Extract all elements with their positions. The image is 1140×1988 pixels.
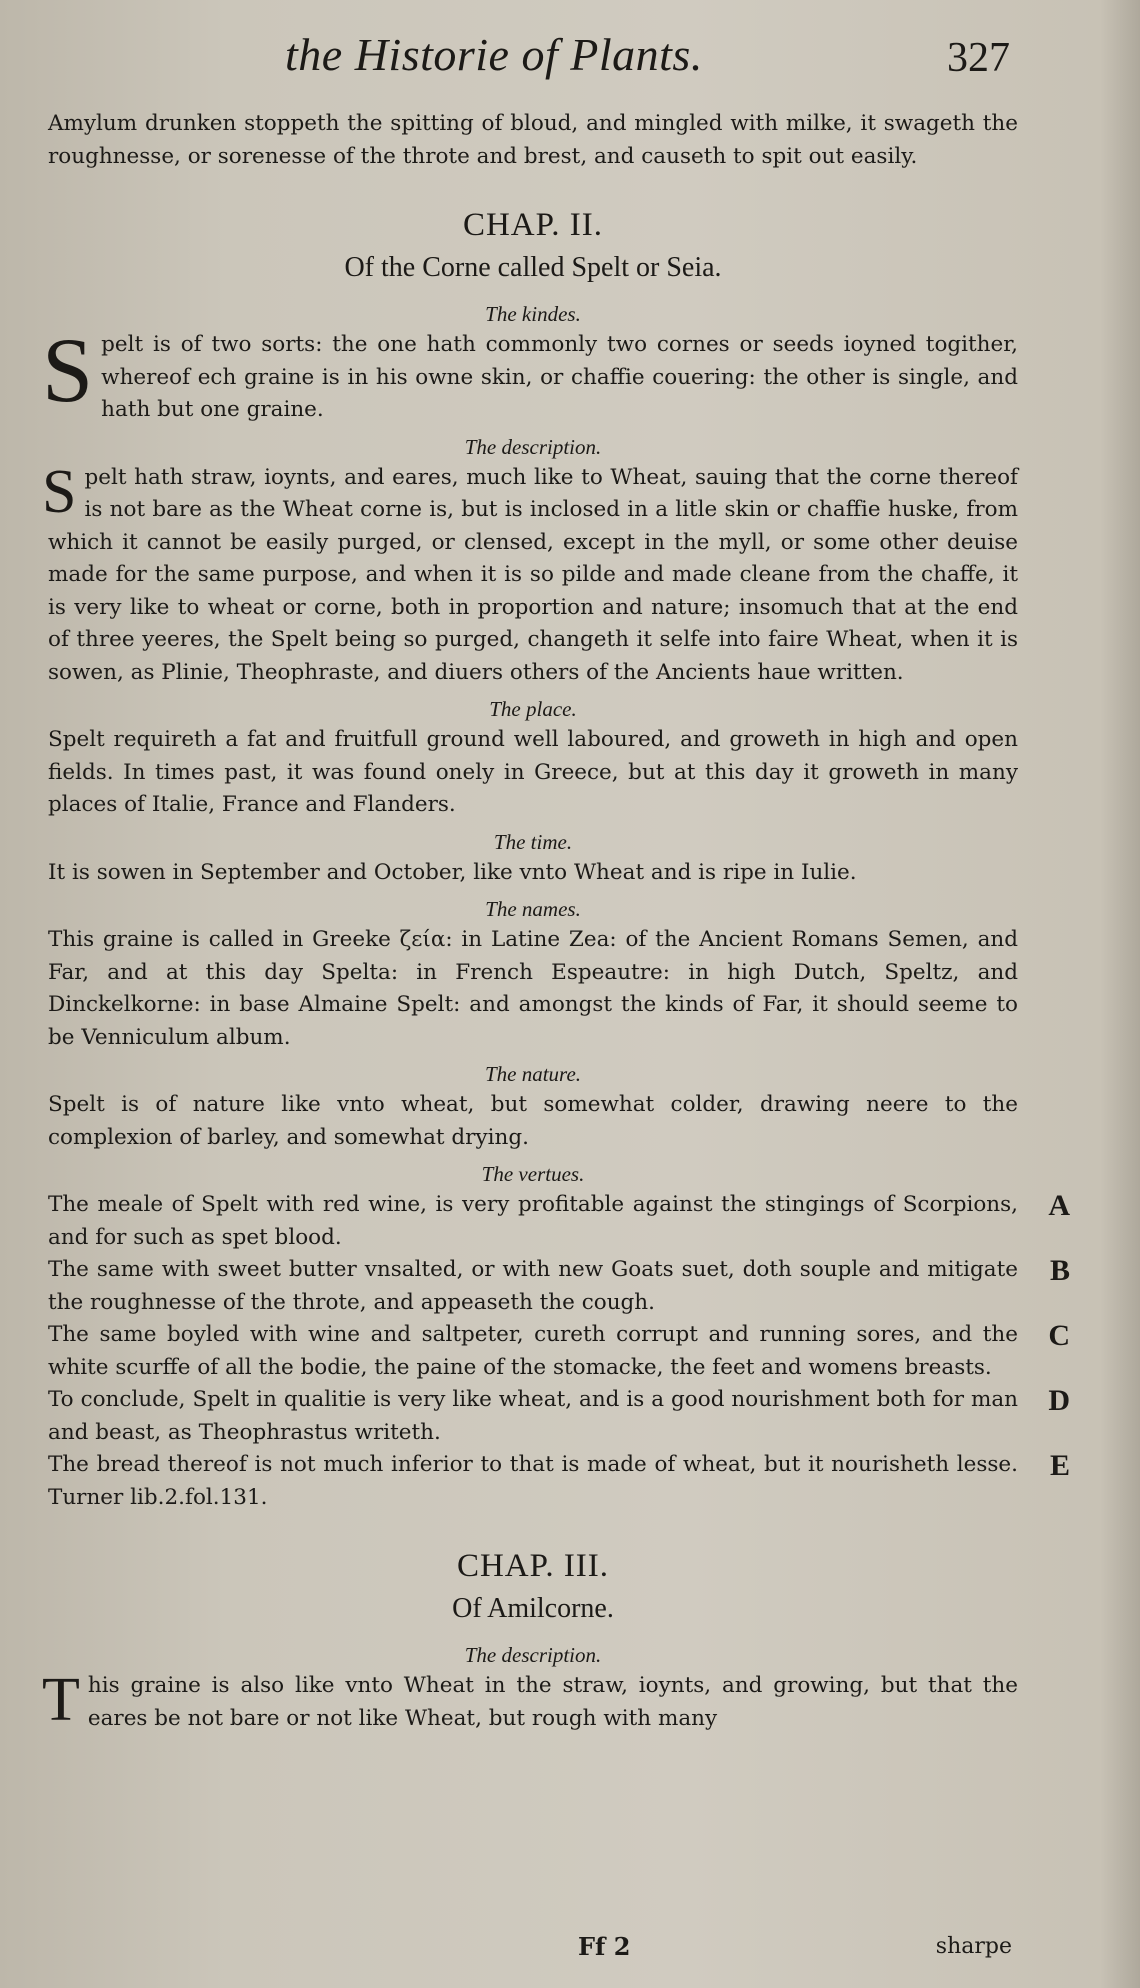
section-place-heading: The place. bbox=[489, 697, 577, 721]
vertue-text: To conclude, Spelt in qualitie is very like wheat, and is a good nourishment both for man and beast, as Theophrastus writeth. bbox=[48, 1387, 1018, 1445]
chapter-3-description-heading: The description. bbox=[464, 1643, 602, 1667]
vertue-item bbox=[48, 1449, 1070, 1514]
margin-letter: C bbox=[1048, 1319, 1070, 1352]
page-edge-shadow bbox=[1100, 0, 1140, 1988]
dropcap-chapter-3: T bbox=[42, 1666, 80, 1734]
section-kindes-heading: The kindes. bbox=[485, 302, 581, 326]
time-text: It is sowen in September and October, like vnto Wheat and is ripe in Iulie. bbox=[48, 859, 857, 885]
dropcap-kindes: S bbox=[42, 319, 94, 421]
vertue-item bbox=[48, 1254, 1070, 1319]
vertue-item bbox=[48, 1319, 1070, 1384]
chapter-3-title: Of Amilcorne. bbox=[452, 1593, 614, 1624]
catchword: sharpe bbox=[935, 1934, 1012, 1959]
running-title: the Historie of Plants. bbox=[285, 29, 703, 80]
page-number: 327 bbox=[947, 35, 1010, 81]
page-body bbox=[42, 108, 1070, 1735]
vertue-item bbox=[48, 1189, 1070, 1254]
dropcap-description: S bbox=[42, 457, 77, 526]
signature-mark: Ff 2 bbox=[578, 1932, 631, 1961]
section-names-heading: The names. bbox=[485, 897, 581, 921]
margin-letter: E bbox=[1049, 1449, 1070, 1482]
vertue-text: The same with sweet butter vnsalted, or with new Goats suet, doth souple and mitigate the roughnesse of the throte, and appeaseth the cough. bbox=[48, 1257, 1018, 1315]
names-text: This graine is called in Greeke ζεία: in Latine Zea: of the Ancient Romans Semen, and Far, and at this day Spelta: in French Espeautre: in high Dutch, Speltz, and Dinckelkorne: in base Almaine Spelt: and amongst the kinds of Far, it should seeme to be Venniculum album. bbox=[48, 927, 1018, 1050]
chapter-3-description bbox=[42, 1666, 1018, 1735]
section-kindes bbox=[42, 319, 1018, 427]
vertue-text: The meale of Spelt with red wine, is very profitable against the stingings of Scorpions, and for such as spet blood. bbox=[48, 1192, 1018, 1250]
margin-letter: B bbox=[1049, 1254, 1070, 1287]
vertue-text: The bread thereof is not much inferior to that is made of wheat, but it nourisheth lesse. Turner lib.2.fol.131. bbox=[48, 1452, 1018, 1510]
chapter-3-heading: CHAP. III. bbox=[456, 1548, 610, 1584]
section-description-heading: The description. bbox=[464, 434, 602, 459]
section-time-heading: The time. bbox=[493, 829, 573, 854]
intro-paragraph: Amylum drunken stoppeth the spitting of bloud, and mingled with milke, it swageth the roughnesse, or sorenesse of the throte and brest, and causeth to spit out easily. bbox=[48, 111, 1018, 169]
vertue-item bbox=[48, 1384, 1070, 1449]
kindes-text: pelt is of two sorts: the one hath commonly two cornes or seeds ioyned togither, whereof ech graine is in his owne skin, or chaffie couering: the other is single, and hath but one graine. bbox=[101, 332, 1018, 422]
section-description bbox=[42, 457, 1018, 690]
section-nature-heading: The nature. bbox=[484, 1062, 582, 1086]
description-text: pelt hath straw, ioynts, and eares, much like to Wheat, sauing that the corne thereof is not bare as the Wheat corne is, but is inclosed in a litle skin or chaffie huske, from which it cannot be easily purged, or clensed, except in the myll, or some other deuise made for the same purpose, and when it is so pilde and made cleane from the chaffe, it is very like to wheat or corne, both in proportion and nature; insomuch that at the end of three yeeres, the Spelt being so purged, changeth it selfe into faire Wheat, when it is sowen, as Plinie, Theophraste, and diuers others of the Ancients haue written. bbox=[48, 464, 1018, 685]
place-text: Spelt requireth a fat and fruitfull ground well laboured, and groweth in high and open fields. In times past, it was found onely in Greece, but at this day it groweth in many places of Italie, France and Flanders. bbox=[48, 727, 1018, 817]
nature-text: Spelt is of nature like vnto wheat, but somewhat colder, drawing neere to the complexion of barley, and somewhat drying. bbox=[48, 1092, 1018, 1150]
chapter-2-title: Of the Corne called Spelt or Seia. bbox=[344, 252, 722, 283]
chapter-3-description-text: his graine is also like vnto Wheat in the straw, ioynts, and growing, but that the eares be not bare or not like Wheat, but rough with many bbox=[87, 1673, 1018, 1731]
page-header bbox=[0, 28, 1140, 98]
margin-letter: A bbox=[1048, 1189, 1070, 1222]
section-vertues-heading: The vertues. bbox=[481, 1162, 585, 1186]
vertue-text: The same boyled with wine and saltpeter, cureth corrupt and running sores, and the white scurffe of all the bodie, the paine of the stomacke, the feet and womens breasts. bbox=[48, 1322, 1018, 1380]
chapter-2-heading: CHAP. II. bbox=[462, 207, 604, 243]
margin-letter: D bbox=[1048, 1384, 1070, 1417]
